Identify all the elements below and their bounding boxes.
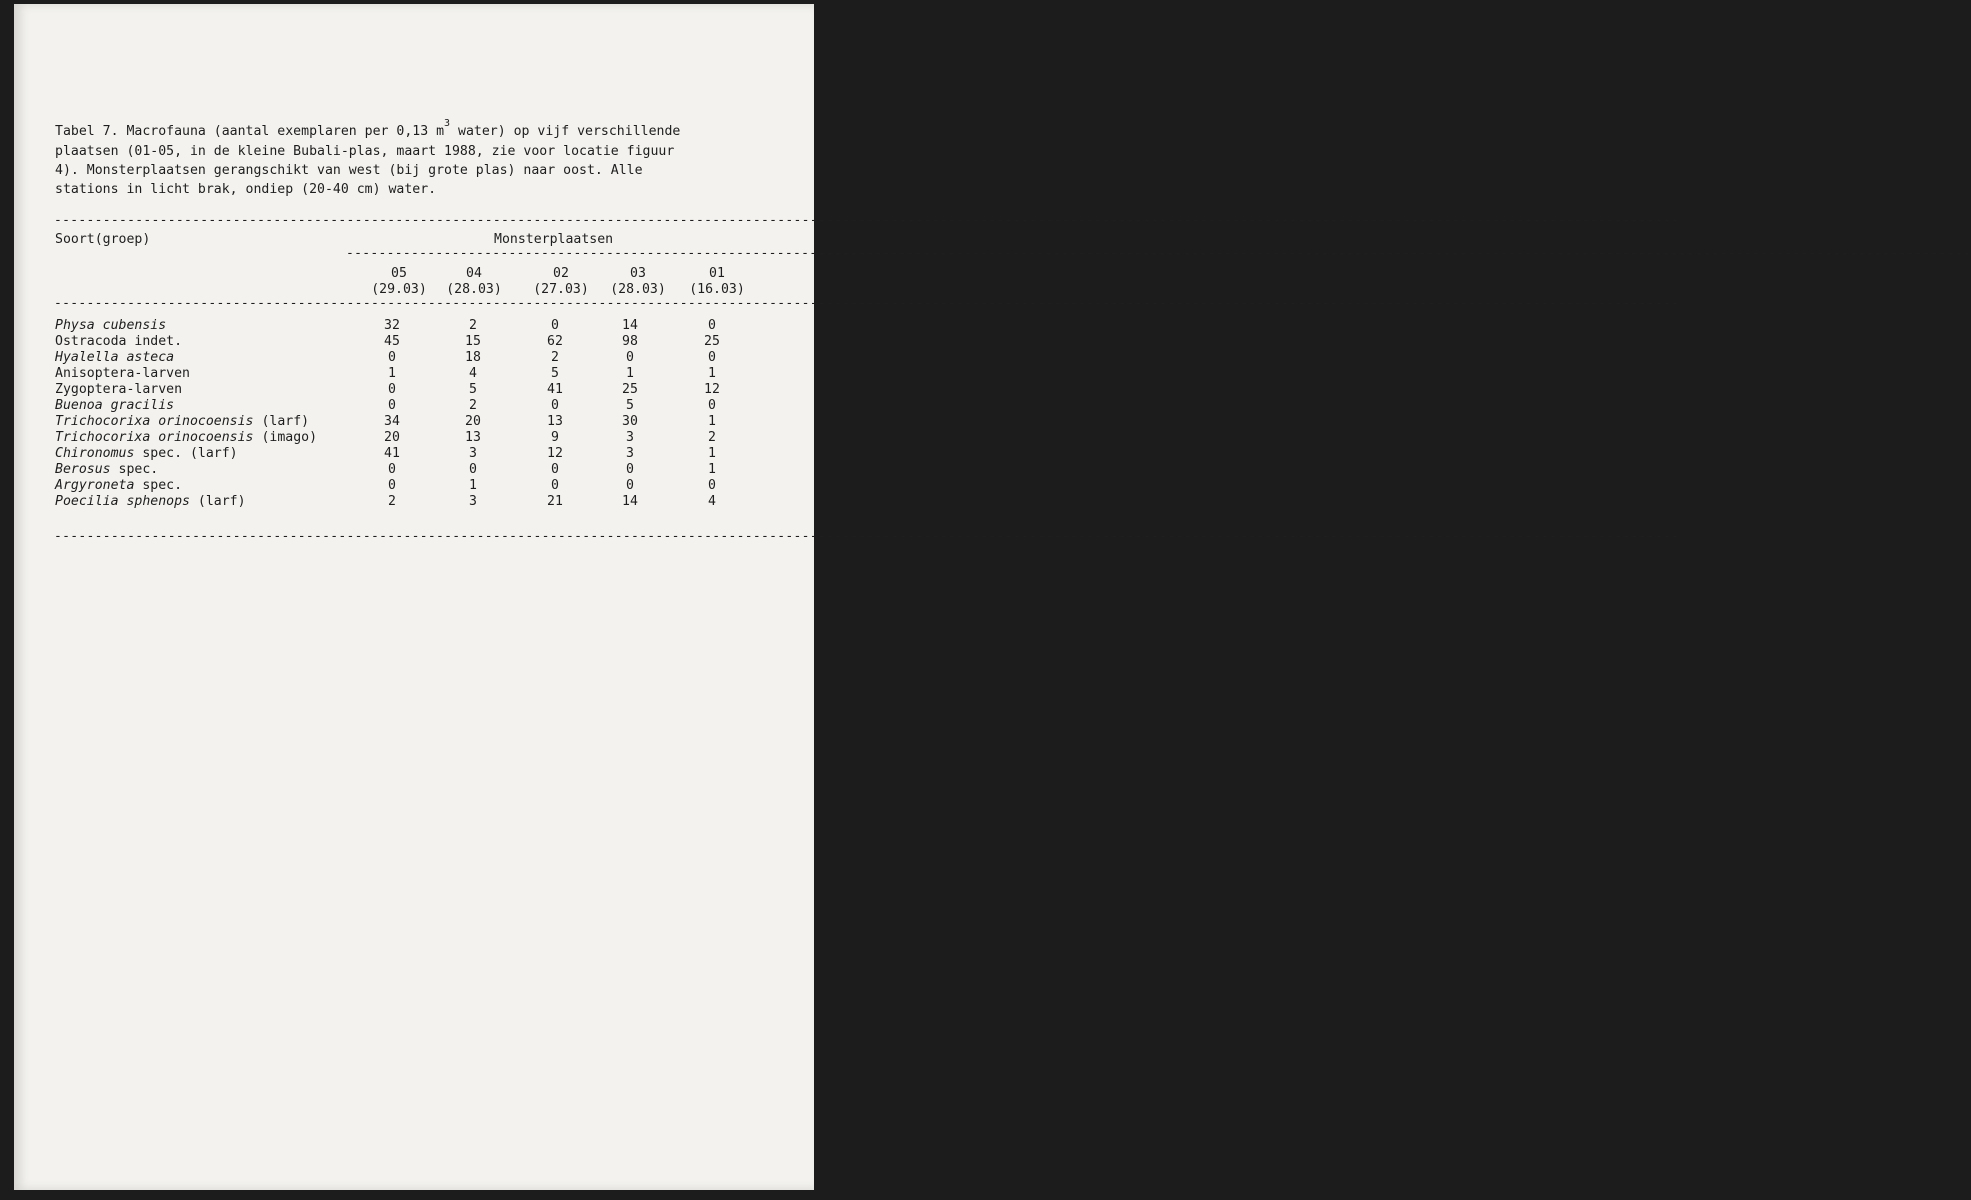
- count-cell: 41: [384, 446, 400, 461]
- table-row: [14, 350, 814, 366]
- count-cell: 9: [551, 430, 559, 445]
- species-name: Buenoa gracilis: [55, 398, 175, 413]
- species-name: Poecilia sphenops (larf): [55, 494, 246, 509]
- count-cell: 3: [626, 430, 634, 445]
- site-code: 03: [630, 266, 646, 281]
- count-cell: 1: [708, 446, 716, 461]
- count-cell: 98: [622, 334, 638, 349]
- site-column-header: [371, 266, 427, 298]
- count-cell: 1: [469, 478, 477, 493]
- count-cell: 0: [626, 350, 634, 365]
- species-name: Anisoptera-larven: [55, 366, 190, 381]
- table-row: [14, 494, 814, 510]
- site-code: 04: [466, 266, 482, 281]
- count-cell: 1: [626, 366, 634, 381]
- table-bottom-rule: --------------------------------------------------------------------------------------------------------------------------------------------------------------------------------------------------------: [54, 529, 1680, 544]
- count-cell: 18: [465, 350, 481, 365]
- count-cell: 0: [708, 318, 716, 333]
- count-cell: 13: [547, 414, 563, 429]
- species-name: Trichocorixa orinocoensis (larf): [55, 414, 310, 429]
- sites-header-rule: --------------------------------------------------------------------------------------------------------------------------------------------------------------------------------------------------------: [346, 246, 1971, 261]
- count-cell: 12: [547, 446, 563, 461]
- table-row: [14, 318, 814, 334]
- site-code: 05: [391, 266, 407, 281]
- count-cell: 5: [469, 382, 477, 397]
- count-cell: 13: [465, 430, 481, 445]
- count-cell: 3: [469, 446, 477, 461]
- count-cell: 4: [708, 494, 716, 509]
- table-row: [14, 398, 814, 414]
- table-row: [14, 334, 814, 350]
- count-cell: 20: [465, 414, 481, 429]
- count-cell: 0: [551, 318, 559, 333]
- count-cell: 2: [388, 494, 396, 509]
- caption-superscript: 3: [444, 118, 451, 129]
- count-cell: 14: [622, 494, 638, 509]
- count-cell: 5: [626, 398, 634, 413]
- species-name: Berosus spec.: [55, 462, 159, 477]
- site-date: (28.03): [610, 282, 666, 297]
- count-cell: 0: [388, 382, 396, 397]
- count-cell: 3: [469, 494, 477, 509]
- species-name: Argyroneta spec.: [55, 478, 183, 493]
- table-top-rule: --------------------------------------------------------------------------------------------------------------------------------------------------------------------------------------------------------: [54, 213, 1680, 228]
- count-cell: 1: [708, 414, 716, 429]
- count-cell: 25: [704, 334, 720, 349]
- count-cell: 4: [469, 366, 477, 381]
- table-caption: [55, 118, 795, 199]
- count-cell: 2: [708, 430, 716, 445]
- count-cell: 0: [626, 462, 634, 477]
- site-date: (29.03): [371, 282, 427, 297]
- species-name: Ostracoda indet.: [55, 334, 183, 349]
- table-row: [14, 478, 814, 494]
- count-cell: 2: [469, 398, 477, 413]
- site-column-header: [610, 266, 666, 298]
- caption-line-2: plaatsen (01-05, in de kleine Bubali-plas, maart 1988, zie voor locatie figuur: [55, 144, 675, 159]
- count-cell: 20: [384, 430, 400, 445]
- site-code: 02: [553, 266, 569, 281]
- count-cell: 1: [388, 366, 396, 381]
- species-name: Hyalella asteca: [55, 350, 175, 365]
- count-cell: 0: [551, 462, 559, 477]
- table-row: [14, 430, 814, 446]
- sampling-sites-header: Monsterplaatsen: [494, 232, 614, 247]
- count-cell: 1: [708, 366, 716, 381]
- site-date: (28.03): [446, 282, 502, 297]
- count-cell: 25: [622, 382, 638, 397]
- caption-line-3: 4). Monsterplaatsen gerangschikt van west (bij grote plas) naar oost. Alle: [55, 163, 643, 178]
- count-cell: 2: [551, 350, 559, 365]
- count-cell: 0: [708, 398, 716, 413]
- count-cell: 5: [551, 366, 559, 381]
- count-cell: 0: [469, 462, 477, 477]
- table-row: [14, 366, 814, 382]
- count-cell: 0: [388, 350, 396, 365]
- count-cell: 0: [626, 478, 634, 493]
- count-cell: 0: [388, 478, 396, 493]
- count-cell: 32: [384, 318, 400, 333]
- count-cell: 15: [465, 334, 481, 349]
- count-cell: 21: [547, 494, 563, 509]
- site-date: (16.03): [689, 282, 745, 297]
- count-cell: 41: [547, 382, 563, 397]
- count-cell: 14: [622, 318, 638, 333]
- count-cell: 0: [708, 350, 716, 365]
- count-cell: 0: [708, 478, 716, 493]
- count-cell: 2: [469, 318, 477, 333]
- count-cell: 0: [551, 478, 559, 493]
- caption-line-1a: Tabel 7. Macrofauna (aantal exemplaren per 0,13 m: [55, 124, 445, 139]
- species-name: Zygoptera-larven: [55, 382, 183, 397]
- count-cell: 30: [622, 414, 638, 429]
- count-cell: 34: [384, 414, 400, 429]
- count-cell: 12: [704, 382, 720, 397]
- site-column-header: [533, 266, 589, 298]
- count-cell: 45: [384, 334, 400, 349]
- table-row: [14, 446, 814, 462]
- count-cell: 0: [551, 398, 559, 413]
- count-cell: 0: [388, 462, 396, 477]
- table-row: [14, 382, 814, 398]
- document-page: [14, 4, 1971, 1190]
- caption-line-1b: water) op vijf verschillende: [450, 124, 681, 139]
- count-cell: 3: [626, 446, 634, 461]
- site-column-header: [446, 266, 502, 298]
- count-cell: 1: [708, 462, 716, 477]
- count-cell: 62: [547, 334, 563, 349]
- species-column-header: Soort(groep): [55, 232, 151, 247]
- header-bottom-rule: --------------------------------------------------------------------------------------------------------------------------------------------------------------------------------------------------------: [54, 296, 1680, 311]
- species-name: Chironomus spec. (larf): [55, 446, 238, 461]
- site-column-header: [689, 266, 745, 298]
- table-row: [14, 414, 814, 430]
- count-cell: 0: [388, 398, 396, 413]
- caption-line-4: stations in licht brak, ondiep (20-40 cm) water.: [55, 182, 437, 197]
- site-date: (27.03): [533, 282, 589, 297]
- site-code: 01: [709, 266, 725, 281]
- species-name: Physa cubensis: [55, 318, 167, 333]
- species-name: Trichocorixa orinocoensis (imago): [55, 430, 318, 445]
- table-row: [14, 462, 814, 478]
